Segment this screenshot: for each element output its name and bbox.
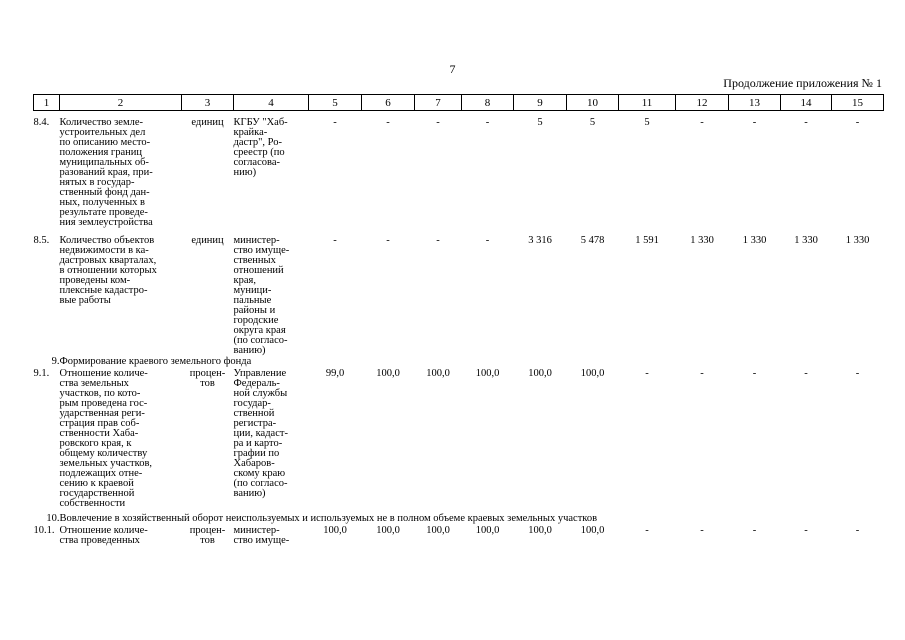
- value-cell: 100,0: [528, 525, 552, 536]
- responsible-executor-line: пальные: [233, 295, 272, 306]
- indicator-name-line: рым проведена гос-: [59, 398, 148, 409]
- value-cell: -: [645, 368, 649, 379]
- indicator-name-line: ровского края, к: [59, 438, 132, 449]
- responsible-executor-line: ной службы: [233, 388, 288, 399]
- value-cell: 100,0: [426, 525, 450, 536]
- value-cell: 100,0: [475, 525, 500, 536]
- unit-of-measure: [182, 526, 234, 546]
- responsible-executor-line: нию): [233, 167, 257, 178]
- indicator-name: [60, 236, 182, 356]
- section-number: 9.: [51, 356, 60, 367]
- value-cell: -: [804, 117, 808, 128]
- responsible-executor-line: ра и карто-: [233, 438, 283, 449]
- value-cell: 99,0: [325, 368, 345, 379]
- value-cell: 100,0: [528, 368, 552, 379]
- responsible-executor-line: министер-: [233, 525, 280, 536]
- responsible-executor-line: ственных: [233, 255, 276, 266]
- responsible-executor-line: крайка-: [233, 127, 268, 138]
- responsible-executor-line: (по согласо-: [233, 478, 288, 489]
- value-cell: 100,0: [580, 525, 605, 536]
- responsible-executor-line: дастр", Ро-: [233, 137, 282, 148]
- section-row-9: [34, 356, 884, 369]
- indicator-name-line: положения границ: [59, 147, 143, 158]
- value-cell: 1 591: [635, 235, 659, 246]
- responsible-executor-line: среестр (по: [233, 147, 285, 158]
- responsible-executor-line: регистра-: [233, 418, 277, 429]
- responsible-executor-line: муници-: [233, 285, 272, 296]
- page-number: 7: [449, 62, 456, 76]
- responsible-executor-line: ственной: [233, 408, 275, 419]
- responsible-executor-line: государ-: [233, 398, 271, 409]
- value-cell: 1 330: [845, 235, 870, 246]
- responsible-executor-line: ство имуще-: [233, 245, 290, 256]
- indicator-name-line: страция прав соб-: [59, 418, 140, 429]
- section-number: 10.: [46, 513, 60, 524]
- indicator-name-line: подлежащих отне-: [59, 468, 143, 479]
- unit-of-measure: [182, 118, 234, 228]
- responsible-executor: [234, 369, 309, 509]
- value-cell: 5: [644, 117, 650, 128]
- value-cell: -: [855, 117, 860, 128]
- unit-of-measure-line: единиц: [191, 235, 224, 246]
- responsible-executor-line: Управление: [233, 368, 287, 379]
- indicator-name-line: в отношении которых: [59, 265, 157, 276]
- table-row-8-4: [34, 118, 884, 228]
- row-number: [34, 369, 60, 509]
- value-cell: 100,0: [426, 368, 450, 379]
- responsible-executor-line: КГБУ "Хаб-: [233, 117, 288, 128]
- section-title: Вовлечение в хозяйственный оборот неиспользуемых и используемых не в полном объеме краевых земельных участков: [59, 513, 598, 524]
- table-row-9-1: [34, 369, 884, 509]
- indicator-name-line: проведены ком-: [59, 275, 131, 286]
- responsible-executor-line: края,: [233, 275, 256, 286]
- value-cell: -: [855, 525, 860, 536]
- indicator-name-line: сению к краевой: [59, 478, 134, 489]
- value-cell: -: [333, 117, 337, 128]
- value-cell: -: [804, 525, 808, 536]
- indicator-name-line: разований края, при-: [59, 167, 153, 178]
- unit-of-measure: [182, 236, 234, 356]
- responsible-executor-line: отношений: [233, 265, 284, 276]
- indicator-name-line: муниципальных об-: [59, 157, 149, 168]
- column-header-4: 4: [234, 95, 309, 111]
- indicator-name-line: ства земельных: [59, 378, 129, 389]
- responsible-executor-line: округа края: [233, 325, 286, 336]
- value-cell: -: [436, 235, 440, 246]
- indicator-name-line: Количество земле-: [59, 117, 144, 128]
- column-header-7: 7: [415, 95, 462, 111]
- column-header-5: 5: [309, 95, 362, 111]
- indicator-name: [60, 369, 182, 509]
- table-row-10-1: [34, 526, 884, 546]
- indicator-name-line: ственный фонд дан-: [59, 187, 150, 198]
- section-title: Формирование краевого земельного фонда: [59, 356, 252, 367]
- indicator-name-line: устроительных дел: [59, 127, 146, 138]
- responsible-executor-line: (по согласо-: [233, 335, 288, 346]
- value-cell: -: [700, 368, 704, 379]
- indicator-name-line: по описанию место-: [59, 137, 151, 148]
- indicator-name-line: земельных участков,: [59, 458, 153, 469]
- column-header-9: 9: [514, 95, 567, 111]
- column-header-15: 15: [832, 95, 884, 111]
- unit-of-measure-line: единиц: [191, 117, 224, 128]
- indicator-name-line: Отношение количе-: [59, 525, 148, 536]
- value-cell: -: [386, 235, 390, 246]
- value-cell: -: [436, 117, 440, 128]
- unit-of-measure-line: тов: [200, 378, 215, 389]
- table-row-8-5: [34, 236, 884, 356]
- column-header-3: 3: [182, 95, 234, 111]
- indicator-name-line: ударственная реги-: [59, 408, 145, 419]
- column-header-2: 2: [60, 95, 182, 111]
- responsible-executor-line: Хабаров-: [233, 458, 275, 469]
- indicator-name-line: участков, по кото-: [59, 388, 141, 399]
- value-cell: -: [752, 117, 757, 128]
- responsible-executor-line: ванию): [233, 345, 266, 356]
- unit-of-measure: [182, 369, 234, 509]
- value-cell: 1 330: [742, 235, 767, 246]
- responsible-executor-line: согласова-: [233, 157, 280, 168]
- value-cell: 100,0: [580, 368, 605, 379]
- indicator-name-line: нятых в государ-: [59, 177, 135, 188]
- indicator-name-line: Количество объектов: [59, 235, 155, 246]
- indicator-name-line: ственности Хаба-: [59, 428, 139, 439]
- indicator-name-line: плексные кадастро-: [59, 285, 148, 296]
- value-cell: 100,0: [475, 368, 500, 379]
- value-cell: 5: [537, 117, 543, 128]
- indicator-name: [60, 526, 182, 546]
- row-number-line: 8.5.: [33, 235, 50, 246]
- row-number: [34, 526, 60, 546]
- value-cell: -: [645, 525, 649, 536]
- column-header-11: 11: [619, 95, 676, 111]
- unit-of-measure-line: процен-: [189, 525, 226, 536]
- responsible-executor-line: ство имуще-: [233, 535, 290, 546]
- value-cell: -: [752, 368, 757, 379]
- value-cell: 3 316: [528, 235, 552, 246]
- indicator-name-line: ния землеустройства: [59, 217, 153, 228]
- column-header-1: 1: [34, 95, 60, 111]
- column-header-12: 12: [676, 95, 729, 111]
- continuation-label: Продолжение приложения № 1: [723, 76, 882, 90]
- row-number: [34, 236, 60, 356]
- value-cell: -: [485, 117, 490, 128]
- value-cell: -: [855, 368, 860, 379]
- value-cell: 1 330: [690, 235, 714, 246]
- responsible-executor-line: скому краю: [233, 468, 286, 479]
- responsible-executor-line: министер-: [233, 235, 280, 246]
- responsible-executor-line: ции, кадаст-: [233, 428, 288, 439]
- responsible-executor-line: ванию): [233, 488, 266, 499]
- value-cell: -: [485, 235, 490, 246]
- indicator-name-line: собственности: [59, 498, 126, 509]
- value-cell: 100,0: [376, 525, 400, 536]
- value-cell: 5: [589, 117, 596, 128]
- value-cell: -: [700, 525, 704, 536]
- responsible-executor-line: районы и: [233, 305, 276, 316]
- responsible-executor: [234, 236, 309, 356]
- value-cell: 5 478: [580, 235, 605, 246]
- responsible-executor-line: городские: [233, 315, 279, 326]
- responsible-executor: [234, 526, 309, 546]
- indicator-name-line: общему количеству: [59, 448, 148, 459]
- column-header-10: 10: [567, 95, 619, 111]
- responsible-executor-line: графии по: [233, 448, 280, 459]
- indicator-name-line: результате проведе-: [59, 207, 148, 218]
- value-cell: -: [752, 525, 757, 536]
- indicator-name-line: государственной: [59, 488, 135, 499]
- responsible-executor-line: Федераль-: [233, 378, 280, 389]
- column-header-14: 14: [781, 95, 832, 111]
- section-row-10: [34, 513, 884, 526]
- table-header-row: [34, 95, 884, 111]
- row-number-line: 8.4.: [33, 117, 50, 128]
- program-indicators-table: [33, 94, 884, 546]
- indicator-name: [60, 118, 182, 228]
- column-header-8: 8: [462, 95, 514, 111]
- responsible-executor: [234, 118, 309, 228]
- value-cell: -: [804, 368, 808, 379]
- value-cell: 1 330: [794, 235, 818, 246]
- indicator-name-line: ных, полученных в: [59, 197, 145, 208]
- indicator-name-line: Отношение количе-: [59, 368, 148, 379]
- indicator-name-line: недвижимости в ка-: [59, 245, 149, 256]
- indicator-name-line: вые работы: [59, 295, 111, 306]
- indicator-name-line: ства проведенных: [59, 535, 140, 546]
- row-number-line: 10.1.: [33, 525, 55, 536]
- column-header-6: 6: [362, 95, 415, 111]
- row-number-line: 9.1.: [33, 368, 50, 379]
- value-cell: -: [700, 117, 704, 128]
- unit-of-measure-line: тов: [200, 535, 215, 546]
- value-cell: -: [333, 235, 337, 246]
- value-cell: 100,0: [323, 525, 347, 536]
- value-cell: 100,0: [376, 368, 400, 379]
- value-cell: -: [386, 117, 390, 128]
- unit-of-measure-line: процен-: [189, 368, 226, 379]
- indicator-name-line: дастровых кварталах,: [59, 255, 157, 266]
- row-number: [34, 118, 60, 228]
- column-header-13: 13: [729, 95, 781, 111]
